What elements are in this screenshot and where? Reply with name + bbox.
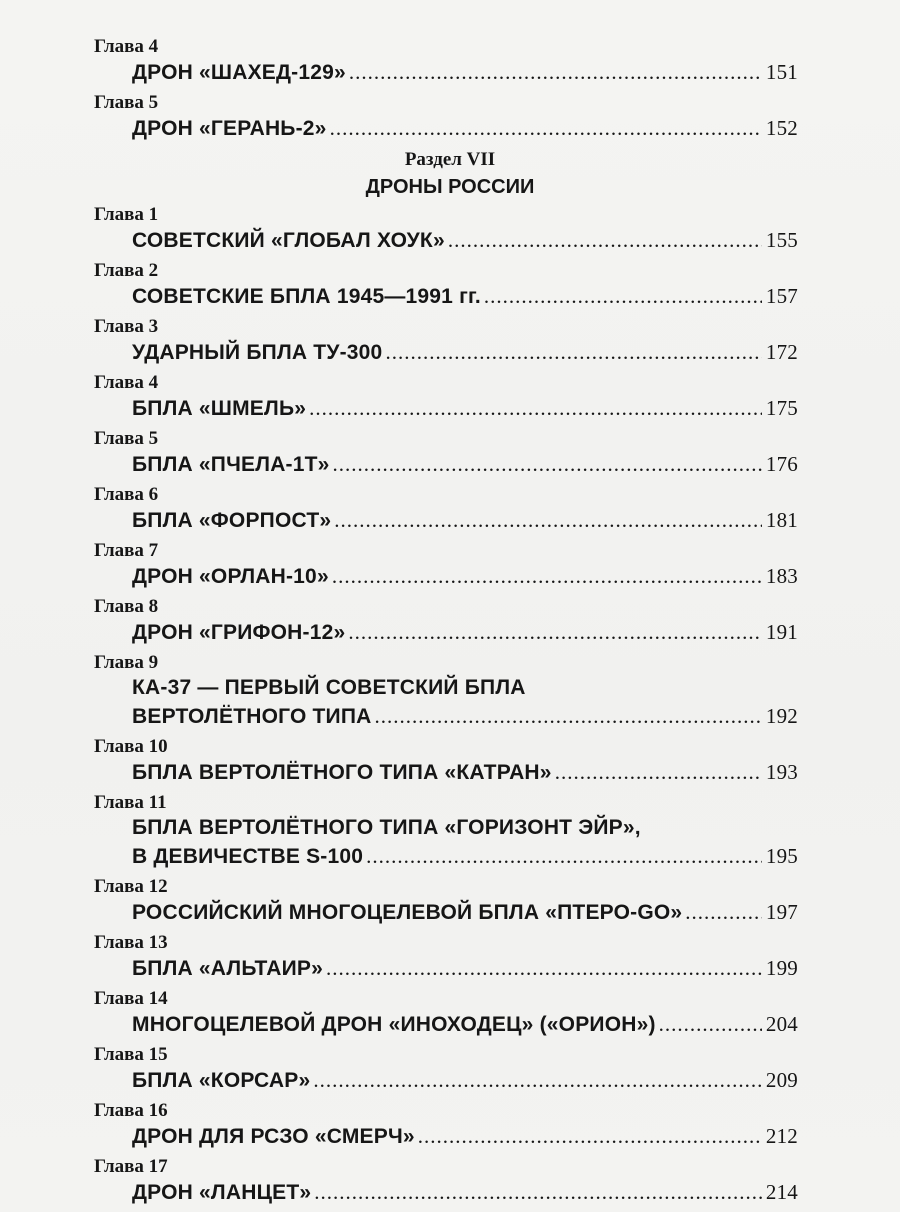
chapter-label: Глава 11 [94, 792, 167, 813]
dot-leader [685, 898, 762, 926]
toc-top-entries [94, 36, 798, 142]
chapter-title [132, 954, 798, 982]
toc-section-entries [94, 204, 798, 1206]
chapter-title-text: ДРОН «ГЕРАНЬ-2» [132, 117, 327, 140]
chapter-label: Глава 14 [94, 988, 168, 1009]
chapter-title [132, 1010, 798, 1038]
chapter-label: Глава 5 [94, 92, 159, 113]
chapter-label: Глава 9 [94, 652, 159, 673]
toc-entry [94, 932, 798, 982]
title-line [132, 1122, 798, 1150]
chapter-label: Глава 8 [94, 596, 159, 617]
dot-leader [366, 842, 762, 870]
chapter-label: Глава 2 [94, 260, 159, 281]
chapter-title-text: ДРОН «ГРИФОН-12» [132, 621, 346, 644]
toc-entry [94, 372, 798, 422]
title-line [132, 450, 798, 478]
dot-leader [555, 758, 762, 786]
toc-entry [94, 204, 798, 254]
page-number: 181 [765, 508, 798, 532]
title-line [132, 226, 798, 254]
page-number: 192 [765, 704, 798, 728]
chapter-title-text: ДРОН «ЛАНЦЕТ» [132, 1181, 312, 1204]
title-line [132, 506, 798, 534]
title-line [132, 814, 798, 842]
page-number: 151 [765, 60, 798, 84]
chapter-title [132, 898, 798, 926]
dot-leader [332, 562, 762, 590]
chapter-title [132, 618, 798, 646]
chapter-title [132, 338, 798, 366]
toc-entry [94, 316, 798, 366]
title-line [132, 758, 798, 786]
page-number: 175 [765, 396, 798, 420]
chapter-title [132, 450, 798, 478]
toc-entry [94, 792, 798, 870]
toc-entry [94, 1100, 798, 1150]
dot-leader [326, 954, 762, 982]
chapter-label: Глава 1 [94, 204, 159, 225]
chapter-label: Глава 15 [94, 1044, 168, 1065]
chapter-label: Глава 13 [94, 932, 168, 953]
page-number: 157 [765, 284, 798, 308]
chapter-title-text: В ДЕВИЧЕСТВЕ S-100 [132, 845, 364, 868]
title-line [132, 338, 798, 366]
dot-leader [484, 282, 762, 310]
toc-entry [94, 260, 798, 310]
toc-entry [94, 988, 798, 1038]
chapter-title-text: БПЛА «КОРСАР» [132, 1069, 311, 1092]
page-number: 183 [765, 564, 798, 588]
page-number: 199 [765, 956, 798, 980]
chapter-title [132, 282, 798, 310]
title-line [132, 1178, 798, 1206]
chapter-title [132, 394, 798, 422]
chapter-title-text: КА-37 — ПЕРВЫЙ СОВЕТСКИЙ БПЛА [132, 676, 526, 699]
chapter-title-text: СОВЕТСКИЕ БПЛА 1945—1991 гг. [132, 285, 481, 308]
dot-leader [659, 1010, 762, 1038]
title-line [132, 618, 798, 646]
toc-entry [94, 484, 798, 534]
chapter-title-text: ДРОН ДЛЯ РСЗО «СМЕРЧ» [132, 1125, 415, 1148]
dot-leader [375, 702, 762, 730]
toc-entry [94, 596, 798, 646]
chapter-title [132, 1122, 798, 1150]
chapter-label: Глава 10 [94, 736, 168, 757]
page-number: 214 [765, 1180, 798, 1204]
chapter-label: Глава 4 [94, 36, 159, 57]
chapter-title [132, 226, 798, 254]
dot-leader [314, 1178, 762, 1206]
dot-leader [385, 338, 761, 366]
chapter-title [132, 562, 798, 590]
title-line [132, 114, 798, 142]
title-line [132, 842, 798, 870]
page-number: 152 [765, 116, 798, 140]
title-line [132, 394, 798, 422]
chapter-label: Глава 3 [94, 316, 159, 337]
page-number: 197 [765, 900, 798, 924]
chapter-label: Глава 6 [94, 484, 159, 505]
page-number: 193 [765, 760, 798, 784]
title-line [132, 674, 798, 702]
chapter-label: Глава 4 [94, 372, 159, 393]
dot-leader [349, 58, 762, 86]
dot-leader [309, 394, 762, 422]
dot-leader [333, 450, 762, 478]
chapter-title-text: БПЛА ВЕРТОЛЁТНОГО ТИПА «КАТРАН» [132, 761, 552, 784]
title-line [132, 1066, 798, 1094]
table-of-contents [94, 36, 798, 1212]
toc-entry [94, 428, 798, 478]
chapter-label: Глава 5 [94, 428, 159, 449]
chapter-title-text: СОВЕТСКИЙ «ГЛОБАЛ ХОУК» [132, 229, 445, 252]
chapter-title [132, 1178, 798, 1206]
chapter-label: Глава 16 [94, 1100, 168, 1121]
toc-entry [94, 876, 798, 926]
chapter-title-text: ДРОН «ШАХЕД-129» [132, 61, 346, 84]
dot-leader [313, 1066, 762, 1094]
page-number: 191 [765, 620, 798, 644]
title-line [132, 58, 798, 86]
chapter-title [132, 1066, 798, 1094]
chapter-title-text: БПЛА «ШМЕЛЬ» [132, 397, 307, 420]
page-number: 209 [765, 1068, 798, 1092]
chapter-label: Глава 12 [94, 876, 168, 897]
title-line [132, 282, 798, 310]
chapter-title-text: МНОГОЦЕЛЕВОЙ ДРОН «ИНОХОДЕЦ» («ОРИОН») [132, 1013, 656, 1036]
toc-entry [94, 652, 798, 730]
section-title: ДРОНЫ РОССИИ [365, 176, 535, 198]
page-number: 176 [765, 452, 798, 476]
chapter-title [132, 758, 798, 786]
title-line [132, 1010, 798, 1038]
dot-leader [348, 618, 762, 646]
dot-leader [334, 506, 762, 534]
toc-entry [94, 1044, 798, 1094]
section-label: Раздел VII [404, 149, 496, 170]
section-header-block [94, 148, 798, 202]
chapter-title [132, 506, 798, 534]
chapter-title-text: БПЛА «ФОРПОСТ» [132, 509, 332, 532]
page-number: 195 [765, 844, 798, 868]
dot-leader [418, 1122, 762, 1150]
chapter-title [132, 674, 798, 730]
page-number: 204 [765, 1012, 798, 1036]
title-line [132, 702, 798, 730]
chapter-title-text: БПЛА ВЕРТОЛЁТНОГО ТИПА «ГОРИЗОНТ ЭЙР», [132, 816, 641, 839]
chapter-title-text: ВЕРТОЛЁТНОГО ТИПА [132, 705, 372, 728]
title-line [132, 562, 798, 590]
title-line [132, 954, 798, 982]
chapter-title [132, 58, 798, 86]
dot-leader [330, 114, 762, 142]
chapter-title-text: БПЛА «АЛЬТАИР» [132, 957, 323, 980]
toc-entry [94, 92, 798, 142]
chapter-label: Глава 17 [94, 1156, 168, 1177]
title-line [132, 898, 798, 926]
chapter-title [132, 814, 798, 870]
chapter-label: Глава 7 [94, 540, 159, 561]
page-number: 172 [765, 340, 798, 364]
chapter-title-text: УДАРНЫЙ БПЛА ТУ-300 [132, 341, 383, 364]
dot-leader [448, 226, 762, 254]
chapter-title-text: БПЛА «ПЧЕЛА-1Т» [132, 453, 330, 476]
chapter-title-text: РОССИЙСКИЙ МНОГОЦЕЛЕВОЙ БПЛА «ПТЕРО-GO» [132, 901, 683, 924]
chapter-title-text: ДРОН «ОРЛАН-10» [132, 565, 329, 588]
page-number: 212 [765, 1124, 798, 1148]
toc-entry [94, 36, 798, 86]
toc-entry [94, 736, 798, 786]
chapter-title [132, 114, 798, 142]
toc-entry [94, 1156, 798, 1206]
toc-entry [94, 540, 798, 590]
page-number: 155 [765, 228, 798, 252]
